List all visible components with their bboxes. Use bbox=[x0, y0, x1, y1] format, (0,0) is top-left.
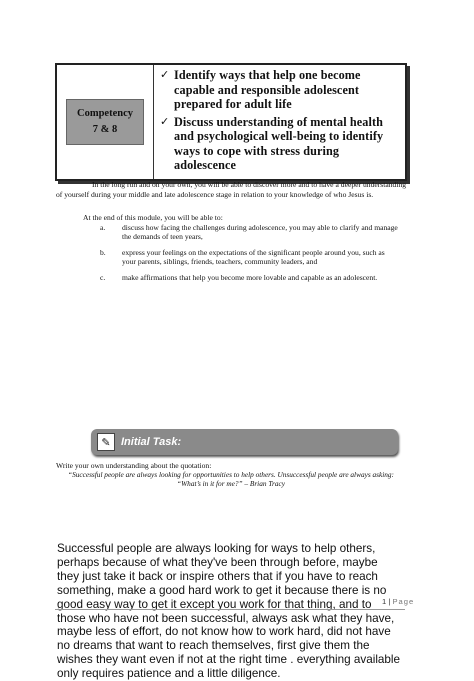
checkmark-icon: ✓ bbox=[160, 114, 170, 128]
goal-letter: a. bbox=[100, 223, 106, 232]
answer-line: those who have not been successful, always ask what they have, bbox=[57, 611, 395, 625]
goal-text: make affirmations that help you become more lovable and capable as an adolescent. bbox=[122, 272, 378, 282]
page-number: 1 bbox=[382, 597, 387, 606]
competency-label-cell bbox=[57, 65, 154, 179]
answer-line: maybe less of effort, do not know how to work hard, did not have bbox=[57, 625, 391, 639]
goal-text: discuss how facing the challenges during adolescence, you may able to clarify and manage the demands of teen years, bbox=[122, 223, 398, 242]
answer-line: good easy way to get it except you work for that thing, and to bbox=[57, 597, 372, 611]
answer-text bbox=[57, 542, 405, 681]
answer-line: perhaps because of what they've been through before, maybe bbox=[57, 555, 378, 569]
pencil-paper-icon: ✎ bbox=[97, 433, 115, 451]
objectives-cell bbox=[154, 65, 405, 179]
goal-letter: c. bbox=[100, 272, 106, 282]
answer-line: wishes they want even if not at the right time . everything available bbox=[57, 653, 401, 667]
goal-item bbox=[100, 223, 400, 242]
instruction-text: Write your own understanding about the quotation: bbox=[56, 461, 212, 470]
competency-number: 7 & 8 bbox=[92, 124, 118, 135]
competency-badge bbox=[66, 99, 144, 145]
objective-text: Discuss understanding of mental health and psychological well-being to identify ways to cope with stress during adolescence bbox=[174, 114, 384, 172]
initial-task-banner bbox=[91, 429, 398, 455]
objective-text: Identify ways that help one become capable and responsible adolescent prepared for adult life bbox=[174, 68, 361, 111]
competency-label: Competency bbox=[77, 108, 133, 119]
page-label: Page bbox=[392, 597, 415, 606]
goal-letter: b. bbox=[100, 247, 106, 257]
goal-item bbox=[100, 273, 400, 282]
goals-list bbox=[100, 223, 400, 288]
footer-separator: | bbox=[388, 597, 391, 606]
goal-text: express your feelings on the expectations of the significant people around you, such as your parents, siblings, friends, teachers, community leaders, and bbox=[122, 247, 385, 267]
end-of-module-text: At the end of this module, you will be able to: bbox=[83, 213, 223, 222]
page-footer bbox=[382, 597, 414, 606]
answer-line: Successful people are always looking for ways to help others, bbox=[57, 542, 376, 555]
checkmark-icon: ✓ bbox=[160, 68, 170, 81]
answer-line: something, make a good hard work to get it because there is no bbox=[57, 583, 387, 597]
answer-line: no dreams that want to reach themselves, first give them the bbox=[57, 639, 370, 653]
objective-item bbox=[160, 68, 401, 112]
objective-item bbox=[160, 115, 401, 173]
footer-rule bbox=[55, 609, 405, 610]
quotation: “Successful people are always looking for opportunities to help others. Unsuccessful people are always asking: “What’s in it for me?” – Brian Tracy bbox=[68, 470, 394, 488]
answer-line: they just take it back or inspire others that if you have to reach bbox=[57, 569, 378, 583]
intro-paragraph: In the long run and on your own, you will be able to discover more and to have a deeper understanding of yourself during your middle and late adolescence stage in relation to your knowledge of who Jesus is. bbox=[56, 180, 406, 199]
goal-item bbox=[100, 248, 400, 267]
answer-line: only requires patience and a little diligence. bbox=[57, 667, 281, 681]
competency-box bbox=[55, 63, 407, 181]
initial-task-title: Initial Task: bbox=[121, 436, 182, 448]
